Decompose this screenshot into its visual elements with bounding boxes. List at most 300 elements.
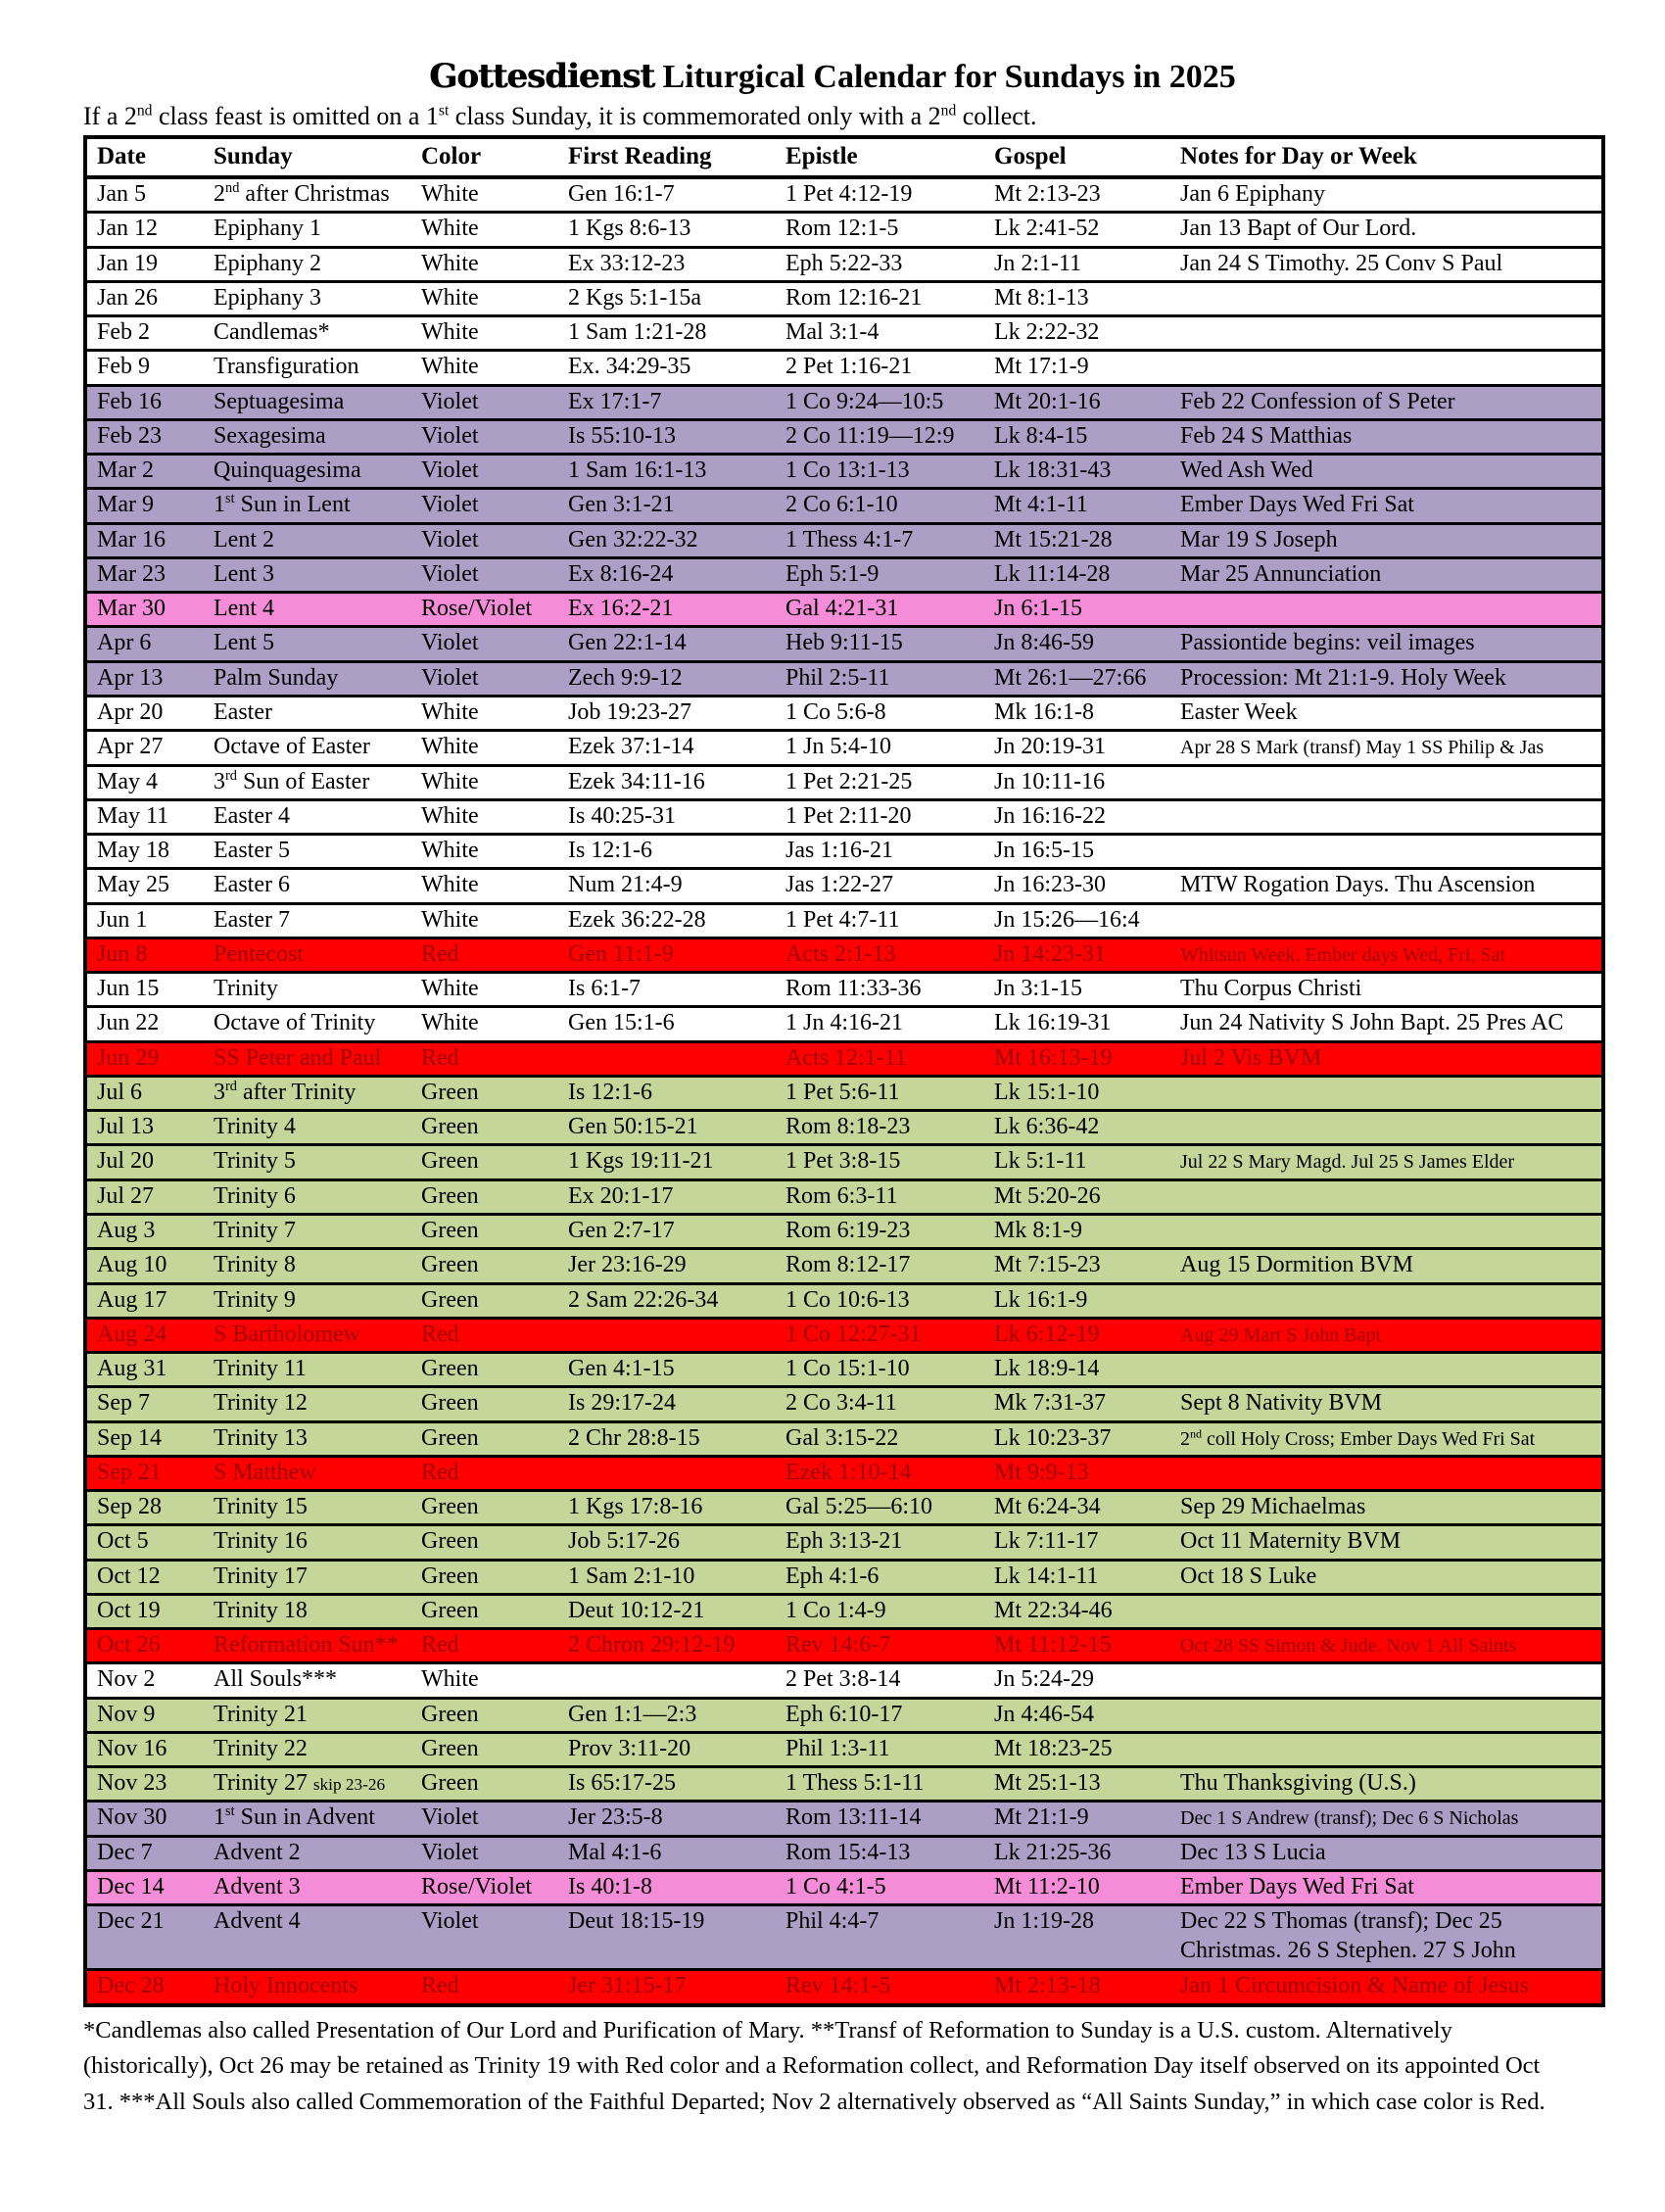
calendar-row xyxy=(85,973,1603,1007)
cell-gospel: Lk 18:31-43 xyxy=(988,455,1174,489)
cell-date: Aug 31 xyxy=(85,1353,208,1387)
cell-notes xyxy=(1174,593,1603,627)
cell-sunday: S Matthew xyxy=(208,1456,415,1490)
cell-gospel: Mk 16:1-8 xyxy=(988,696,1174,730)
cell-color: Red xyxy=(415,1629,562,1663)
calendar-row xyxy=(85,1905,1603,1970)
cell-first: Gen 11:1-9 xyxy=(562,938,780,972)
cell-gospel: Lk 7:11-17 xyxy=(988,1525,1174,1560)
cell-first: Ex 8:16-24 xyxy=(562,557,780,592)
cell-color: White xyxy=(415,973,562,1007)
col-header-date: Date xyxy=(85,137,208,177)
cell-sunday: 3rd after Trinity xyxy=(208,1076,415,1110)
cell-first: Is 40:1-8 xyxy=(562,1871,780,1905)
cell-gospel: Lk 6:36-42 xyxy=(988,1111,1174,1145)
cell-gospel: Mt 18:23-25 xyxy=(988,1732,1174,1766)
cell-sunday: 2nd after Christmas xyxy=(208,177,415,213)
cell-epistle: Acts 12:1-11 xyxy=(780,1041,988,1076)
cell-date: Sep 28 xyxy=(85,1491,208,1525)
cell-first: Deut 18:15-19 xyxy=(562,1905,780,1970)
cell-date: Jul 6 xyxy=(85,1076,208,1110)
cell-first: Ex 16:2-21 xyxy=(562,593,780,627)
cell-color: Green xyxy=(415,1145,562,1179)
cell-color: Green xyxy=(415,1421,562,1456)
cell-first: 1 Kgs 8:6-13 xyxy=(562,213,780,247)
cell-gospel: Mt 20:1-16 xyxy=(988,385,1174,419)
calendar-row xyxy=(85,1214,1603,1248)
cell-gospel: Mt 7:15-23 xyxy=(988,1249,1174,1283)
cell-first: Gen 32:22-32 xyxy=(562,523,780,557)
cell-color: Violet xyxy=(415,1802,562,1836)
cell-color: Green xyxy=(415,1698,562,1732)
cell-date: Sep 14 xyxy=(85,1421,208,1456)
cell-gospel: Lk 15:1-10 xyxy=(988,1076,1174,1110)
cell-sunday: Trinity 4 xyxy=(208,1111,415,1145)
cell-date: Feb 9 xyxy=(85,351,208,385)
cell-sunday: Transfiguration xyxy=(208,351,415,385)
cell-epistle: Rom 8:18-23 xyxy=(780,1111,988,1145)
cell-sunday: Trinity 12 xyxy=(208,1387,415,1421)
cell-color: Green xyxy=(415,1560,562,1594)
cell-epistle: Eph 5:1-9 xyxy=(780,557,988,592)
cell-date: Jul 27 xyxy=(85,1179,208,1214)
cell-epistle: Eph 5:22-33 xyxy=(780,247,988,281)
cell-color: Green xyxy=(415,1353,562,1387)
cell-first: Gen 3:1-21 xyxy=(562,489,780,523)
cell-notes: Ember Days Wed Fri Sat xyxy=(1174,489,1603,523)
cell-epistle: Gal 3:15-22 xyxy=(780,1421,988,1456)
cell-notes: Procession: Mt 21:1-9. Holy Week xyxy=(1174,661,1603,696)
calendar-row xyxy=(85,1871,1603,1905)
cell-gospel: Mt 22:34-46 xyxy=(988,1594,1174,1628)
cell-gospel: Jn 8:46-59 xyxy=(988,627,1174,661)
cell-color: Green xyxy=(415,1732,562,1766)
cell-date: Mar 23 xyxy=(85,557,208,592)
calendar-row xyxy=(85,1491,1603,1525)
cell-color: White xyxy=(415,177,562,213)
cell-first xyxy=(562,1456,780,1490)
cell-sunday: Trinity 8 xyxy=(208,1249,415,1283)
cell-gospel: Jn 20:19-31 xyxy=(988,731,1174,765)
cell-epistle: 1 Thess 4:1-7 xyxy=(780,523,988,557)
calendar-row xyxy=(85,799,1603,834)
cell-date: Nov 2 xyxy=(85,1663,208,1698)
cell-date: Oct 26 xyxy=(85,1629,208,1663)
cell-sunday: Septuagesima xyxy=(208,385,415,419)
cell-color: Green xyxy=(415,1076,562,1110)
cell-sunday: Octave of Easter xyxy=(208,731,415,765)
cell-first: Ex 20:1-17 xyxy=(562,1179,780,1214)
cell-notes xyxy=(1174,1111,1603,1145)
cell-gospel: Mt 21:1-9 xyxy=(988,1802,1174,1836)
col-header-first-reading: First Reading xyxy=(562,137,780,177)
cell-color: Green xyxy=(415,1283,562,1318)
cell-date: Jan 19 xyxy=(85,247,208,281)
cell-date: Jan 12 xyxy=(85,213,208,247)
cell-color: White xyxy=(415,869,562,903)
cell-epistle: 1 Co 1:4-9 xyxy=(780,1594,988,1628)
cell-epistle: 1 Thess 5:1-11 xyxy=(780,1767,988,1802)
cell-first: 2 Sam 22:26-34 xyxy=(562,1283,780,1318)
cell-gospel: Mt 25:1-13 xyxy=(988,1767,1174,1802)
cell-color: White xyxy=(415,835,562,869)
cell-first xyxy=(562,1318,780,1352)
cell-notes xyxy=(1174,316,1603,351)
calendar-row xyxy=(85,1836,1603,1870)
calendar-row xyxy=(85,765,1603,799)
cell-epistle: Jas 1:22-27 xyxy=(780,869,988,903)
cell-date: Dec 28 xyxy=(85,1970,208,2005)
cell-color: Green xyxy=(415,1111,562,1145)
cell-notes: Feb 22 Confession of S Peter xyxy=(1174,385,1603,419)
cell-notes xyxy=(1174,799,1603,834)
calendar-row xyxy=(85,1698,1603,1732)
cell-first: 1 Kgs 19:11-21 xyxy=(562,1145,780,1179)
calendar-row xyxy=(85,1179,1603,1214)
cell-first: Gen 1:1—2:3 xyxy=(562,1698,780,1732)
cell-sunday: Trinity 11 xyxy=(208,1353,415,1387)
cell-sunday: Trinity 13 xyxy=(208,1421,415,1456)
cell-gospel: Lk 2:22-32 xyxy=(988,316,1174,351)
cell-color: Green xyxy=(415,1525,562,1560)
cell-notes xyxy=(1174,1283,1603,1318)
cell-notes: Wed Ash Wed xyxy=(1174,455,1603,489)
cell-notes: Apr 28 S Mark (transf) May 1 SS Philip & Jas xyxy=(1174,731,1603,765)
col-header-gospel: Gospel xyxy=(988,137,1174,177)
cell-gospel: Lk 8:4-15 xyxy=(988,419,1174,454)
calendar-row xyxy=(85,316,1603,351)
cell-date: Aug 10 xyxy=(85,1249,208,1283)
cell-sunday: Lent 5 xyxy=(208,627,415,661)
cell-date: Mar 9 xyxy=(85,489,208,523)
cell-sunday: Trinity 9 xyxy=(208,1283,415,1318)
calendar-row xyxy=(85,247,1603,281)
cell-epistle: Acts 2:1-13 xyxy=(780,938,988,972)
page-title xyxy=(0,57,1665,96)
calendar-row xyxy=(85,627,1603,661)
cell-gospel: Mt 2:13-23 xyxy=(988,177,1174,213)
cell-epistle: 1 Pet 2:21-25 xyxy=(780,765,988,799)
cell-color: White xyxy=(415,903,562,938)
cell-sunday: Reformation Sun** xyxy=(208,1629,415,1663)
cell-first: Zech 9:9-12 xyxy=(562,661,780,696)
cell-notes xyxy=(1174,351,1603,385)
cell-date: Jun 15 xyxy=(85,973,208,1007)
cell-date: Apr 13 xyxy=(85,661,208,696)
cell-color: White xyxy=(415,281,562,315)
cell-date: Jun 8 xyxy=(85,938,208,972)
cell-epistle: Phil 2:5-11 xyxy=(780,661,988,696)
cell-first: 2 Kgs 5:1-15a xyxy=(562,281,780,315)
cell-gospel: Lk 14:1-11 xyxy=(988,1560,1174,1594)
calendar-row xyxy=(85,177,1603,213)
cell-notes: Sep 29 Michaelmas xyxy=(1174,1491,1603,1525)
cell-notes: Oct 18 S Luke xyxy=(1174,1560,1603,1594)
calendar-row xyxy=(85,1732,1603,1766)
cell-gospel: Lk 16:1-9 xyxy=(988,1283,1174,1318)
cell-first: Is 12:1-6 xyxy=(562,1076,780,1110)
cell-first: 2 Chr 28:8-15 xyxy=(562,1421,780,1456)
cell-first: Jer 31:15-17 xyxy=(562,1970,780,2005)
cell-notes: Sept 8 Nativity BVM xyxy=(1174,1387,1603,1421)
cell-gospel: Lk 18:9-14 xyxy=(988,1353,1174,1387)
cell-gospel: Mt 15:21-28 xyxy=(988,523,1174,557)
cell-color: Violet xyxy=(415,661,562,696)
cell-first: Gen 50:15-21 xyxy=(562,1111,780,1145)
cell-notes xyxy=(1174,1594,1603,1628)
cell-sunday: Trinity xyxy=(208,973,415,1007)
calendar-row xyxy=(85,1007,1603,1041)
cell-gospel: Jn 6:1-15 xyxy=(988,593,1174,627)
header-row xyxy=(85,137,1603,177)
cell-date: Apr 6 xyxy=(85,627,208,661)
col-header-color: Color xyxy=(415,137,562,177)
cell-epistle: Heb 9:11-15 xyxy=(780,627,988,661)
cell-color: Violet xyxy=(415,557,562,592)
cell-date: Dec 14 xyxy=(85,1871,208,1905)
cell-first: Deut 10:12-21 xyxy=(562,1594,780,1628)
cell-sunday: S Bartholomew xyxy=(208,1318,415,1352)
cell-notes xyxy=(1174,1214,1603,1248)
cell-notes: Whitsun Week. Ember days Wed, Fri, Sat xyxy=(1174,938,1603,972)
calendar-row xyxy=(85,1802,1603,1836)
cell-gospel: Lk 2:41-52 xyxy=(988,213,1174,247)
cell-epistle: Rom 15:4-13 xyxy=(780,1836,988,1870)
liturgical-calendar-table xyxy=(83,135,1605,2007)
cell-sunday: Epiphany 2 xyxy=(208,247,415,281)
cell-first: Is 55:10-13 xyxy=(562,419,780,454)
cell-color: White xyxy=(415,696,562,730)
calendar-row xyxy=(85,1663,1603,1698)
cell-notes xyxy=(1174,1179,1603,1214)
cell-epistle: Gal 4:21-31 xyxy=(780,593,988,627)
cell-notes: Dec 13 S Lucia xyxy=(1174,1836,1603,1870)
cell-notes: Mar 25 Annunciation xyxy=(1174,557,1603,592)
cell-date: Sep 21 xyxy=(85,1456,208,1490)
cell-sunday: Advent 2 xyxy=(208,1836,415,1870)
calendar-row xyxy=(85,593,1603,627)
cell-sunday: Holy Innocents xyxy=(208,1970,415,2005)
col-header-epistle: Epistle xyxy=(780,137,988,177)
cell-sunday: Trinity 22 xyxy=(208,1732,415,1766)
cell-notes xyxy=(1174,835,1603,869)
cell-gospel: Mk 7:31-37 xyxy=(988,1387,1174,1421)
cell-first: Mal 4:1-6 xyxy=(562,1836,780,1870)
cell-gospel: Lk 16:19-31 xyxy=(988,1007,1174,1041)
cell-date: Mar 16 xyxy=(85,523,208,557)
cell-date: Nov 9 xyxy=(85,1698,208,1732)
cell-epistle: 2 Pet 1:16-21 xyxy=(780,351,988,385)
calendar-row xyxy=(85,523,1603,557)
cell-epistle: 1 Co 9:24—10:5 xyxy=(780,385,988,419)
cell-color: Violet xyxy=(415,627,562,661)
cell-color: Violet xyxy=(415,455,562,489)
cell-gospel: Jn 2:1-11 xyxy=(988,247,1174,281)
calendar-row xyxy=(85,385,1603,419)
cell-date: Jan 26 xyxy=(85,281,208,315)
footnotes xyxy=(83,2013,1611,2121)
cell-epistle: Rom 6:19-23 xyxy=(780,1214,988,1248)
cell-gospel: Mt 17:1-9 xyxy=(988,351,1174,385)
cell-gospel: Lk 6:12-19 xyxy=(988,1318,1174,1352)
cell-notes: Aug 29 Mart S John Bapt xyxy=(1174,1318,1603,1352)
cell-first: Jer 23:16-29 xyxy=(562,1249,780,1283)
cell-color: White xyxy=(415,799,562,834)
cell-first: 2 Chron 29:12-19 xyxy=(562,1629,780,1663)
cell-gospel: Jn 1:19-28 xyxy=(988,1905,1174,1970)
cell-sunday: Trinity 18 xyxy=(208,1594,415,1628)
cell-gospel: Mt 11:2-10 xyxy=(988,1871,1174,1905)
calendar-row xyxy=(85,1111,1603,1145)
cell-first: 1 Kgs 17:8-16 xyxy=(562,1491,780,1525)
cell-sunday: Trinity 15 xyxy=(208,1491,415,1525)
cell-first: Ezek 36:22-28 xyxy=(562,903,780,938)
cell-date: May 4 xyxy=(85,765,208,799)
calendar-row xyxy=(85,1353,1603,1387)
cell-gospel: Jn 16:5-15 xyxy=(988,835,1174,869)
cell-color: Violet xyxy=(415,1905,562,1970)
cell-first: Ezek 37:1-14 xyxy=(562,731,780,765)
cell-epistle: 1 Jn 4:16-21 xyxy=(780,1007,988,1041)
cell-notes: 2nd coll Holy Cross; Ember Days Wed Fri Sat xyxy=(1174,1421,1603,1456)
calendar-row xyxy=(85,696,1603,730)
cell-gospel: Jn 14:23-31 xyxy=(988,938,1174,972)
calendar-row xyxy=(85,1456,1603,1490)
cell-sunday: 1st Sun in Advent xyxy=(208,1802,415,1836)
cell-gospel: Mt 16:13-19 xyxy=(988,1041,1174,1076)
cell-sunday: Trinity 5 xyxy=(208,1145,415,1179)
cell-epistle: Rom 11:33-36 xyxy=(780,973,988,1007)
cell-color: Red xyxy=(415,1041,562,1076)
calendar-row xyxy=(85,869,1603,903)
calendar-row xyxy=(85,557,1603,592)
cell-sunday: Advent 3 xyxy=(208,1871,415,1905)
cell-notes: Dec 1 S Andrew (transf); Dec 6 S Nicholas xyxy=(1174,1802,1603,1836)
cell-epistle: Rom 12:1-5 xyxy=(780,213,988,247)
cell-color: Violet xyxy=(415,419,562,454)
cell-color: Red xyxy=(415,938,562,972)
cell-gospel: Mk 8:1-9 xyxy=(988,1214,1174,1248)
cell-first: Job 5:17-26 xyxy=(562,1525,780,1560)
cell-notes: Jul 22 S Mary Magd. Jul 25 S James Elder xyxy=(1174,1145,1603,1179)
cell-notes: Jul 2 Vis BVM xyxy=(1174,1041,1603,1076)
cell-gospel: Jn 5:24-29 xyxy=(988,1663,1174,1698)
calendar-row xyxy=(85,1594,1603,1628)
cell-epistle: 2 Co 3:4-11 xyxy=(780,1387,988,1421)
cell-first: Ex. 34:29-35 xyxy=(562,351,780,385)
calendar-row xyxy=(85,1560,1603,1594)
cell-notes xyxy=(1174,765,1603,799)
calendar-row xyxy=(85,661,1603,696)
cell-color: Green xyxy=(415,1214,562,1248)
cell-gospel: Mt 2:13-18 xyxy=(988,1970,1174,2005)
cell-first: 1 Sam 1:21-28 xyxy=(562,316,780,351)
cell-epistle: Rom 12:16-21 xyxy=(780,281,988,315)
cell-epistle: 1 Co 13:1-13 xyxy=(780,455,988,489)
cell-epistle: Rom 13:11-14 xyxy=(780,1802,988,1836)
calendar-row xyxy=(85,281,1603,315)
cell-first: Gen 4:1-15 xyxy=(562,1353,780,1387)
cell-sunday: Epiphany 3 xyxy=(208,281,415,315)
cell-color: Green xyxy=(415,1387,562,1421)
cell-first xyxy=(562,1041,780,1076)
cell-first: Gen 2:7-17 xyxy=(562,1214,780,1248)
cell-color: Green xyxy=(415,1491,562,1525)
cell-date: Mar 30 xyxy=(85,593,208,627)
cell-gospel: Jn 15:26—16:4 xyxy=(988,903,1174,938)
calendar-row xyxy=(85,1421,1603,1456)
col-header-notes: Notes for Day or Week xyxy=(1174,137,1603,177)
calendar-row xyxy=(85,213,1603,247)
cell-color: White xyxy=(415,316,562,351)
cell-notes xyxy=(1174,1076,1603,1110)
cell-epistle: 1 Co 12:27-31 xyxy=(780,1318,988,1352)
cell-epistle: 1 Co 5:6-8 xyxy=(780,696,988,730)
cell-sunday: 3rd Sun of Easter xyxy=(208,765,415,799)
cell-sunday: Lent 2 xyxy=(208,523,415,557)
calendar-row xyxy=(85,1145,1603,1179)
cell-sunday: Quinquagesima xyxy=(208,455,415,489)
calendar-row xyxy=(85,1387,1603,1421)
cell-first xyxy=(562,1663,780,1698)
cell-sunday: Trinity 16 xyxy=(208,1525,415,1560)
cell-gospel: Jn 16:16-22 xyxy=(988,799,1174,834)
cell-date: Nov 30 xyxy=(85,1802,208,1836)
cell-epistle: Eph 3:13-21 xyxy=(780,1525,988,1560)
cell-color: Green xyxy=(415,1594,562,1628)
cell-sunday: Lent 3 xyxy=(208,557,415,592)
cell-color: Green xyxy=(415,1249,562,1283)
cell-color: Red xyxy=(415,1970,562,2005)
cell-notes: Thu Thanksgiving (U.S.) xyxy=(1174,1767,1603,1802)
cell-sunday: Trinity 17 xyxy=(208,1560,415,1594)
cell-epistle: 1 Co 4:1-5 xyxy=(780,1871,988,1905)
cell-date: Jul 20 xyxy=(85,1145,208,1179)
cell-date: Jun 22 xyxy=(85,1007,208,1041)
cell-date: Jun 1 xyxy=(85,903,208,938)
cell-date: Oct 12 xyxy=(85,1560,208,1594)
cell-color: White xyxy=(415,351,562,385)
cell-gospel: Jn 10:11-16 xyxy=(988,765,1174,799)
cell-date: Feb 16 xyxy=(85,385,208,419)
cell-epistle: Phil 4:4-7 xyxy=(780,1905,988,1970)
cell-epistle: Rev 14:6-7 xyxy=(780,1629,988,1663)
calendar-row xyxy=(85,455,1603,489)
cell-date: Jan 5 xyxy=(85,177,208,213)
cell-color: Green xyxy=(415,1179,562,1214)
cell-gospel: Lk 5:1-11 xyxy=(988,1145,1174,1179)
cell-gospel: Lk 10:23-37 xyxy=(988,1421,1174,1456)
cell-epistle: 1 Co 15:1-10 xyxy=(780,1353,988,1387)
cell-notes: Thu Corpus Christi xyxy=(1174,973,1603,1007)
cell-gospel: Mt 6:24-34 xyxy=(988,1491,1174,1525)
cell-first: Prov 3:11-20 xyxy=(562,1732,780,1766)
cell-color: White xyxy=(415,765,562,799)
cell-epistle: 1 Jn 5:4-10 xyxy=(780,731,988,765)
cell-epistle: Rom 6:3-11 xyxy=(780,1179,988,1214)
cell-sunday: Candlemas* xyxy=(208,316,415,351)
cell-color: White xyxy=(415,247,562,281)
brand-wordmark: Gottesdienst xyxy=(429,57,654,96)
calendar-row xyxy=(85,1283,1603,1318)
cell-sunday: Trinity 7 xyxy=(208,1214,415,1248)
cell-color: Violet xyxy=(415,385,562,419)
footnote-line: 31. ***All Souls also called Commemoration of the Faithful Departed; Nov 2 alternatively observed as “All Saints Sunday,” in which case color is Red. xyxy=(83,2089,1546,2116)
cell-notes: MTW Rogation Days. Thu Ascension xyxy=(1174,869,1603,903)
cell-date: Nov 16 xyxy=(85,1732,208,1766)
calendar-row xyxy=(85,1041,1603,1076)
cell-date: Feb 23 xyxy=(85,419,208,454)
